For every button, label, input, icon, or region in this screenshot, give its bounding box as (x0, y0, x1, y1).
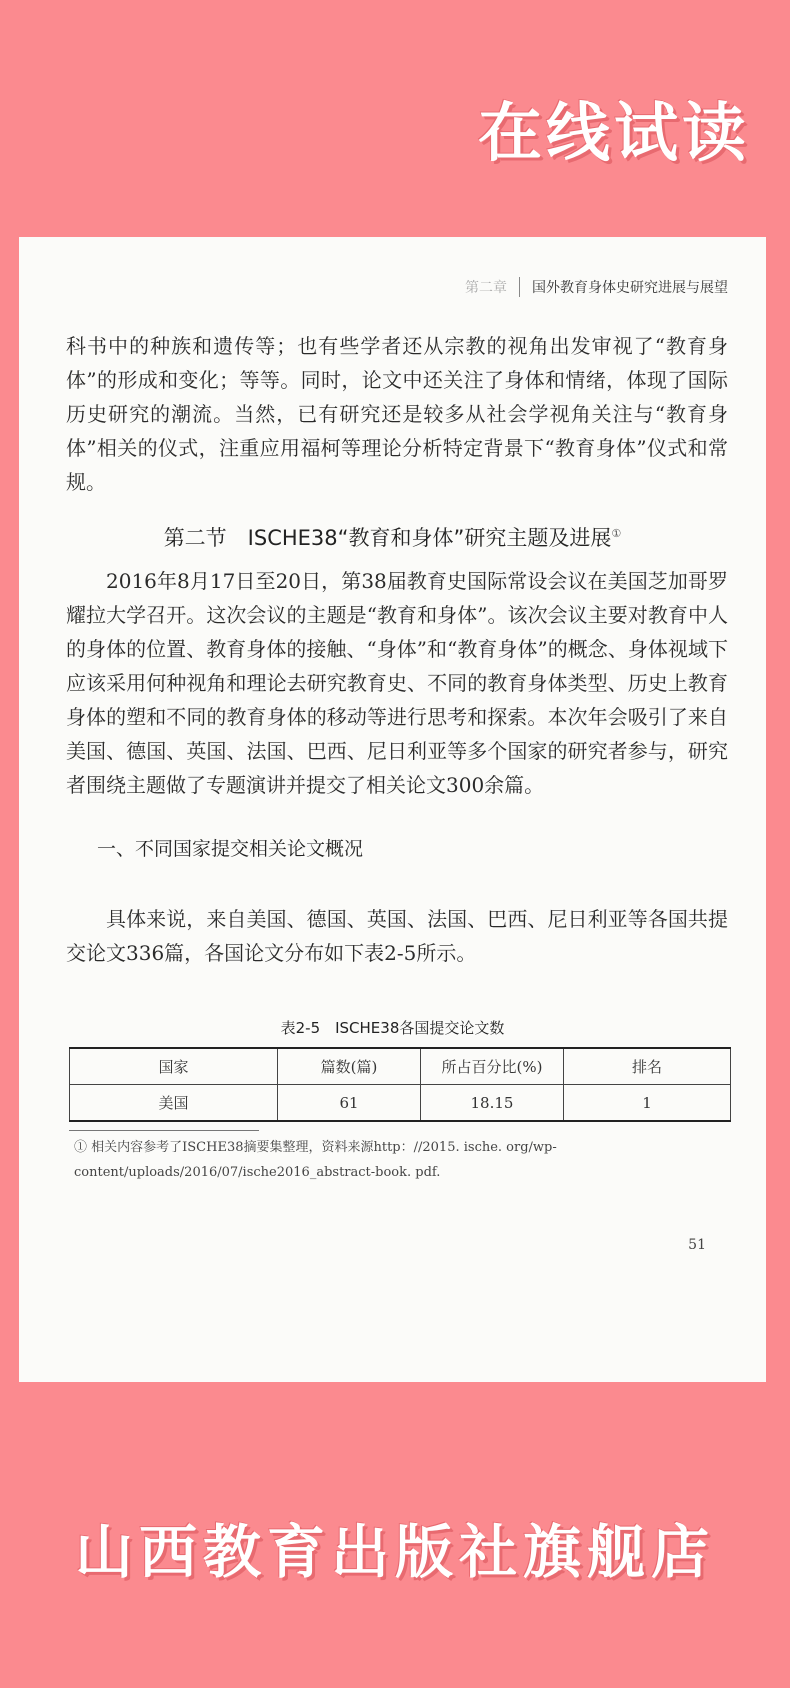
running-head-divider (519, 277, 520, 297)
table-cell: 18.15 (421, 1085, 564, 1122)
paragraph-2: 2016年8月17日至20日，第38届教育史国际常设会议在美国芝加哥罗耀拉大学召开。这次会议的主题是“教育和身体”。该次会议主要对教育中人的身体的位置、教育身体的接触、“身体”和“教育身体”的概念、身体视域下应该采用何种视角和理论去研究教育史、不同的教育身体类型、历史上教育身体的塑和不同的教育身体的移动等进行思考和探索。本次年会吸引了来自美国、德国、英国、法国、巴西、尼日利亚等多个国家的研究者参与，研究者围绕主题做了专题演讲并提交了相关论文300余篇。 (66, 569, 728, 797)
footnote-rule (69, 1130, 259, 1131)
running-head-title: 国外教育身体史研究进展与展望 (532, 280, 728, 296)
section-title-text: 第二节 ISCHE38“教育和身体”研究主题及进展 (163, 526, 612, 550)
data-table (69, 1047, 731, 1122)
table-header-cell: 排名 (564, 1048, 731, 1085)
page-number: 51 (688, 1237, 706, 1253)
paragraph-1: 科书中的种族和遗传等；也有些学者还从宗教的视角出发审视了“教育身体”的形成和变化；等等。同时，论文中还关注了身体和情绪，体现了国际历史研究的潮流。当然，已有研究还是较多从社会学视角关注与“教育身体”相关的仪式，注重应用福柯等理论分析特定背景下“教育身体”仪式和常规。 (66, 334, 728, 494)
table-header-cell: 篇数(篇) (278, 1048, 421, 1085)
section-footnote-mark: ① (611, 527, 622, 540)
table-header-cell: 国家 (70, 1048, 278, 1085)
table-row (70, 1085, 731, 1122)
table-caption: 表2-5 ISCHE38各国提交论文数 (280, 1019, 505, 1037)
banner-top-title: 在线试读 (478, 97, 750, 171)
table-cell: 61 (278, 1085, 421, 1122)
banner-bottom-title: 山西教育出版社旗舰店 (74, 1518, 715, 1586)
book-page (19, 237, 766, 1382)
running-head (465, 277, 728, 297)
table-cell: 美国 (70, 1085, 278, 1122)
footnote: ① 相关内容参考了ISCHE38摘要集整理，资料来源http：//2015. ische. org/wp-content/uploads/2016/07/ische2016_abstract-book. pdf. (74, 1140, 557, 1180)
paragraph-3: 具体来说，来自美国、德国、英国、法国、巴西、尼日利亚等各国共提交论文336篇，各国论文分布如下表2-5所示。 (66, 907, 728, 965)
section-title (19, 522, 766, 552)
table-header-row (70, 1048, 731, 1085)
running-head-chapter: 第二章 (465, 280, 507, 296)
table-header-cell: 所占百分比(%) (421, 1048, 564, 1085)
table-cell: 1 (564, 1085, 731, 1122)
subheading: 一、不同国家提交相关论文概况 (97, 838, 364, 860)
